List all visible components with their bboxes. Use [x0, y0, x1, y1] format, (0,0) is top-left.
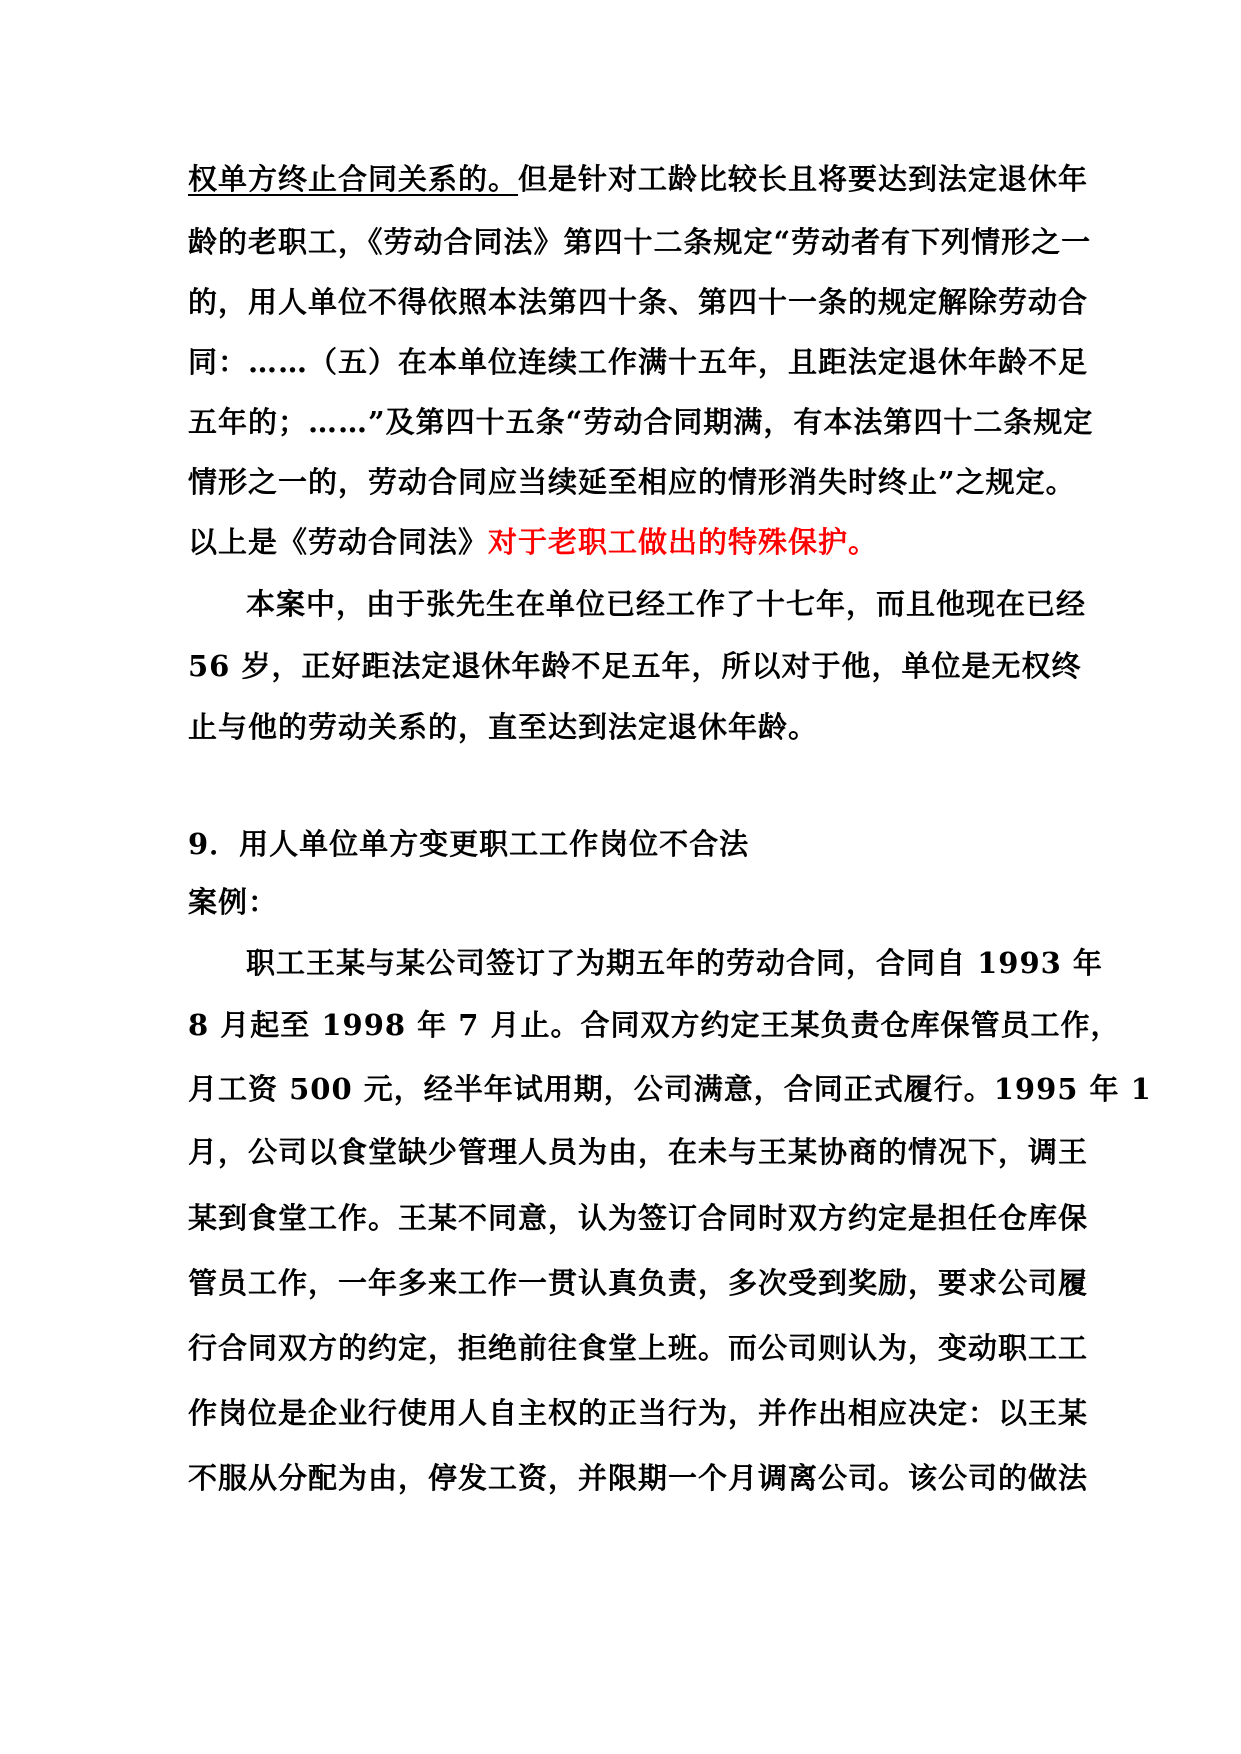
paragraph-3-line-4: 月，公司以食堂缺少管理人员为由，在未与王某协商的情况下，调王 — [188, 1135, 1089, 1169]
paragraph-2-line-2: 56 岁，正好距法定退休年龄不足五年，所以对于他，单位是无权终 — [188, 649, 1082, 683]
paragraph-3-line-1: 职工王某与某公司签订了为期五年的劳动合同，合同自 1993 年 — [246, 946, 1103, 980]
paragraph-3-line-2: 8 月起至 1998 年 7 月止。合同双方约定王某负责仓库保管员工作， — [188, 1008, 1121, 1042]
case-label: 案例： — [188, 885, 279, 919]
paragraph-2-line-3: 止与他的劳动关系的，直至达到法定退休年龄。 — [188, 710, 819, 744]
paragraph-1-line-4: 同：……（五）在本单位连续工作满十五年，且距法定退休年龄不足 — [188, 345, 1089, 379]
paragraph-3-line-9: 不服从分配为由，停发工资，并限期一个月调离公司。该公司的做法 — [188, 1461, 1089, 1495]
paragraph-2-line-1: 本案中，由于张先生在单位已经工作了十七年，而且他现在已经 — [246, 587, 1087, 621]
paragraph-3-line-5: 某到食堂工作。王某不同意，认为签订合同时双方约定是担任仓库保 — [188, 1201, 1089, 1235]
paragraph-3-line-3: 月工资 500 元，经半年试用期，公司满意，合同正式履行。1995 年 1 — [188, 1072, 1152, 1106]
highlighted-text: 对于老职工做出的特殊保护。 — [488, 525, 879, 559]
line-text: 以上是《劳动合同法》 — [188, 525, 489, 559]
line-text: 但是针对工龄比较长且将要达到法定退休年 — [518, 162, 1089, 196]
paragraph-3-line-6: 管员工作，一年多来工作一贯认真负责，多次受到奖励，要求公司履 — [188, 1266, 1089, 1300]
paragraph-1-line-1 — [188, 157, 1088, 201]
paragraph-1-line-3: 的，用人单位不得依照本法第四十条、第四十一条的规定解除劳动合 — [188, 285, 1089, 319]
paragraph-1-line-2: 龄的老职工，《劳动合同法》第四十二条规定“劳动者有下列情形之一 — [188, 225, 1092, 259]
paragraph-3-line-8: 作岗位是企业行使用人自主权的正当行为，并作出相应决定：以王某 — [188, 1396, 1089, 1430]
paragraph-1-line-7 — [188, 520, 878, 564]
underlined-text: 权单方终止合同关系的。 — [188, 162, 519, 196]
paragraph-1-line-5: 五年的；……”及第四十五条“劳动合同期满，有本法第四十二条规定 — [188, 405, 1094, 439]
paragraph-1-line-6: 情形之一的，劳动合同应当续延至相应的情形消失时终止”之规定。 — [188, 465, 1076, 499]
paragraph-3-line-7: 行合同双方的约定，拒绝前往食堂上班。而公司则认为，变动职工工 — [188, 1331, 1089, 1365]
section-heading: 9．用人单位单方变更职工工作岗位不合法 — [188, 827, 750, 861]
